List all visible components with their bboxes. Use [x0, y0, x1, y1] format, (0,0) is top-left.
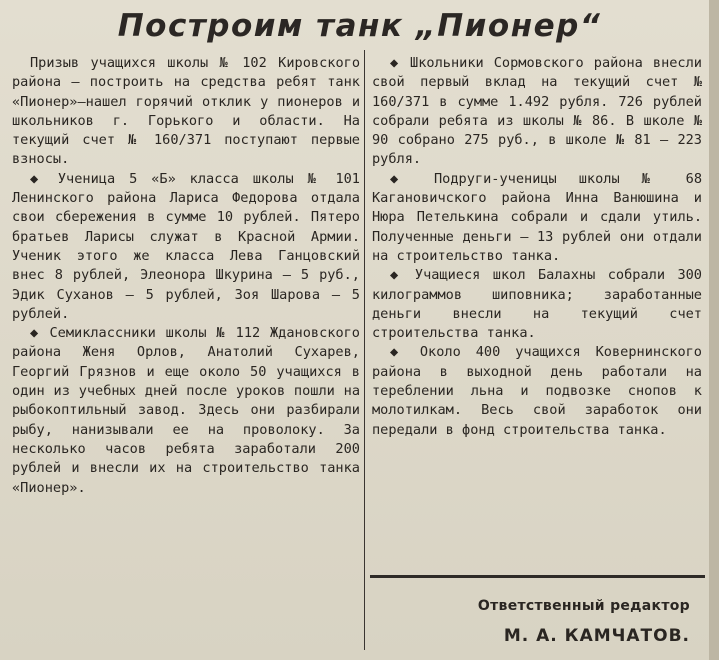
paragraph: ◆ Ученица 5 «Б» класса школы № 101 Ленинского района Лариса Федорова отдала свои сбережения в сумме 10 рублей. Пятеро братьев Ларисы служат в Красной Армии. Ученик этого же класса Лева Ганцовский внес 8 рублей, Элеонора Шкурина — 5 руб., Эдик Суханов — 5 рублей, Зоя Шарова — 5 рублей. — [12, 170, 360, 322]
editor-name: М. А. КАМЧАТОВ. — [503, 626, 690, 646]
article-title: Построим танк „Пионер“ — [117, 8, 602, 44]
page-edge — [709, 0, 719, 660]
editor-label: Ответственный редактор — [477, 598, 690, 614]
paragraph: ◆ Подруги-ученицы школы № 68 Кагановичского района Инна Ванюшина и Нюра Петелькина собрали и сдали утиль. Полученные деньги — 13 рублей они отдали на строительство танка. — [372, 170, 702, 264]
left-column — [12, 54, 360, 498]
paragraph: ◆ Около 400 учащихся Ковернинского района в выходной день работали на тереблении льна и подвозке снопов к молотилкам. Весь свой заработок они передали в фонд строительства танка. — [372, 344, 702, 438]
paragraph: ◆ Семиклассники школы № 112 Ждановского района Женя Орлов, Анатолий Сухарев, Георгий Грязнов и еще около 50 учащихся в один из учебных дней после уроков пошли на рыбокоптильный завод. Здесь они разбирали рыбу, нанизывали ее на проволоку. За несколько часов ребята заработали 200 рублей и внесли их на строительство танка «Пионер». — [12, 325, 360, 496]
right-column — [372, 54, 702, 440]
paragraph: ◆ Школьники Сормовского района внесли свой первый вклад на текущий счет № 160/371 в сумме 1.492 рубля. 726 рублей собрали ребята из школы № 86. В школе № 90 собрано 275 руб., в школе № 81 — 223 рубля. — [372, 55, 702, 168]
paragraph: ◆ Учащиеся школ Балахны собрали 300 килограммов шиповника; заработанные деньги внесли на текущий счет строительства танка. — [372, 267, 702, 342]
horizontal-rule — [370, 575, 705, 578]
paragraph: Призыв учащихся школы № 102 Кировского района — построить на средства ребят танк «Пионер»—нашел горячий отклик у пионеров и школьников г. Горького и области. На текущий счет № 160/371 поступают первые взносы. — [12, 55, 360, 168]
column-divider — [364, 50, 365, 650]
